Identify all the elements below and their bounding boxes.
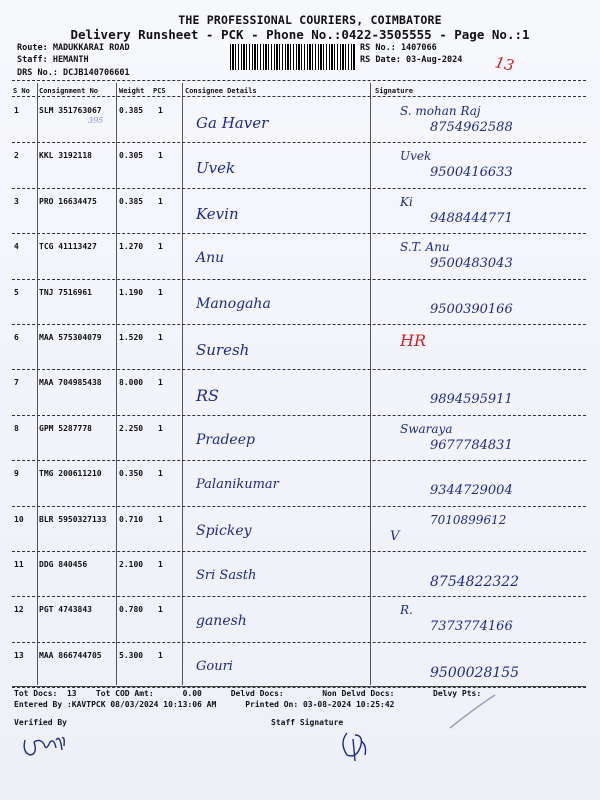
row-divider (12, 460, 586, 461)
row-signature-phone: V (390, 528, 400, 544)
row-consignment: MAA 575304079 (39, 333, 102, 342)
row-divider (12, 551, 586, 552)
header-divider (12, 80, 586, 81)
row-sno: 3 (14, 196, 19, 206)
row-weight: 0.710 (119, 514, 144, 524)
row-signature-phone: 9500416633 (430, 165, 513, 181)
row-signature-phone: 7373774166 (430, 619, 513, 635)
rs-date: RS Date: 03-Aug-2024 (360, 55, 463, 65)
row-consignment: TCG 41113427 (39, 242, 97, 252)
row-note: 395 (88, 116, 104, 125)
col-line (182, 83, 183, 685)
row-weight: 2.100 (119, 560, 144, 569)
company-title: THE PROFESSIONAL COURIERS, COIMBATORE (178, 13, 442, 27)
row-signature-phone: 9894595911 (430, 392, 513, 408)
staff-signature-label: Staff Signature (271, 718, 344, 727)
row-consignee-handwritten: Uvek (196, 159, 236, 178)
row-consignee-handwritten: Spickey (196, 522, 252, 539)
row-signature-name: R. (400, 603, 413, 618)
row-signature-name: Ki (400, 194, 413, 209)
row-sno: 6 (14, 333, 19, 342)
handwritten-mark: 13 (493, 53, 516, 75)
row-weight: 0.780 (119, 605, 144, 615)
row-divider (12, 142, 586, 143)
runsheet-subtitle: Delivery Runsheet - PCK - Phone No.:0422-3505555 - Page No.:1 (70, 27, 530, 42)
col-weight: Weight (119, 87, 145, 95)
row-pcs: 1 (158, 650, 163, 660)
rs-number: RS No.: 1407066 (360, 43, 437, 53)
row-sno: 5 (14, 287, 19, 297)
row-consignment: MAA 866744705 (39, 650, 102, 660)
row-sno: 13 (14, 650, 24, 660)
row-weight: 1.520 (119, 333, 144, 342)
row-sno: 8 (14, 423, 19, 433)
route-label: Route: MADUKKARAI ROAD (17, 43, 130, 53)
col-line (116, 83, 117, 685)
row-sno: 10 (14, 514, 24, 524)
row-pcs: 1 (158, 287, 163, 297)
row-signature-phone: 9488444771 (430, 210, 513, 226)
row-signature-name: S.T. Anu (400, 240, 450, 255)
row-consignee-handwritten: Palanikumar (196, 477, 279, 493)
row-signature-phone: 8754822322 (430, 574, 520, 590)
row-pcs: 1 (158, 151, 163, 161)
row-weight: 1.270 (119, 242, 144, 252)
row-sno: 9 (14, 469, 19, 479)
row-divider (12, 506, 586, 507)
row-divider (12, 324, 586, 325)
row-consignment: BLR 5950327133 (39, 514, 107, 524)
row-sno: 4 (14, 242, 19, 252)
row-signature-name: S. mohan Raj (400, 104, 481, 118)
footer-divider (12, 686, 586, 687)
row-pcs: 1 (158, 378, 163, 388)
row-weight: 2.250 (119, 423, 144, 433)
col-line (37, 83, 38, 685)
row-consignment: KKL 3192118 (39, 151, 92, 161)
col-sno: S No (13, 87, 30, 95)
row-pcs: 1 (158, 423, 163, 433)
row-divider (12, 415, 586, 416)
row-consignment: MAA 704985438 (39, 378, 102, 388)
row-consignment: PRO 16634475 (39, 196, 97, 206)
row-sno: 11 (14, 560, 24, 569)
row-pcs: 1 (158, 605, 163, 615)
row-consignment: TMG 200611210 (39, 469, 102, 479)
row-weight: 5.300 (119, 650, 144, 660)
row-consignee-handwritten: Sri Sasth (196, 568, 257, 583)
row-consignee-handwritten: Gouri (196, 658, 233, 674)
row-consignment: SLM 351763067 (39, 106, 102, 115)
row-divider (12, 188, 586, 189)
col-pcs: PCS (153, 87, 166, 95)
col-consignment: Consignment No (39, 87, 99, 95)
row-signature-phone: 9677784831 (430, 437, 513, 453)
verifier-signature (20, 730, 80, 760)
row-pcs: 1 (158, 333, 163, 342)
row-signature-name: Uvek (400, 149, 432, 164)
row-consignee-handwritten: Kevin (196, 204, 239, 223)
row-consignee-handwritten: Pradeep (196, 431, 255, 448)
entered-line: Entered By :KAVTPCK 08/03/2024 10:13:06 AM Printed On: 03-08-2024 10:25:42 (14, 700, 395, 709)
row-consignment: PGT 4743843 (39, 605, 92, 615)
verified-by-label: Verified By (14, 718, 67, 727)
barcode (230, 44, 356, 70)
row-consignee-handwritten: Suresh (196, 341, 250, 359)
row-pcs: 1 (158, 106, 163, 115)
row-signature-phone: 9500390166 (430, 301, 513, 317)
row-divider (12, 642, 586, 643)
row-weight: 8.000 (119, 378, 144, 388)
row-pcs: 1 (158, 196, 163, 206)
drs-number: DRS No.: DCJB140706601 (17, 68, 130, 78)
row-pcs: 1 (158, 242, 163, 252)
row-consignee-handwritten: ganesh (196, 613, 247, 630)
row-signature-phone: 9500028155 (430, 664, 520, 681)
row-signature-phone: 8754962588 (430, 120, 513, 135)
row-divider (12, 233, 586, 234)
row-divider (12, 279, 586, 280)
totals-line: Tot Docs: 13 Tot COD Amt: 0.00 Delvd Docs: Non Delvd Docs: Delvy Pts: (14, 689, 482, 698)
row-weight: 0.350 (119, 469, 144, 479)
row-pcs: 1 (158, 469, 163, 479)
row-consignee-handwritten: RS (196, 386, 220, 406)
pen-stroke (430, 690, 500, 730)
row-weight: 0.305 (119, 151, 144, 161)
staff-label: Staff: HEMANTH (17, 55, 89, 65)
row-consignee-handwritten: Ga Haver (196, 114, 269, 132)
row-consignment: TNJ 7516961 (39, 287, 92, 297)
row-signature-name: Swaraya (400, 421, 453, 436)
col-line (370, 83, 371, 685)
row-consignment: DDG 840456 (39, 560, 88, 569)
column-divider (12, 96, 586, 97)
row-pcs: 1 (158, 514, 163, 524)
row-weight: 0.385 (119, 106, 144, 115)
row-sno: 2 (14, 151, 19, 161)
row-sno: 1 (14, 106, 19, 115)
row-divider (12, 596, 586, 597)
col-signature: Signature (375, 87, 413, 95)
row-sno: 7 (14, 378, 19, 388)
row-sno: 12 (14, 605, 24, 615)
row-weight: 1.190 (119, 287, 144, 297)
row-consignee-handwritten: Manogaha (196, 295, 271, 312)
col-consignee: Consignee Details (185, 87, 257, 95)
row-consignee-handwritten: Anu (196, 250, 225, 267)
row-signature-name: HR (400, 331, 426, 350)
row-consignment: GPM 5287778 (39, 423, 92, 433)
row-signature-phone: 9344729004 (430, 483, 513, 499)
staff-signature (335, 725, 375, 765)
row-pcs: 1 (158, 560, 163, 569)
row-signature-phone: 9500483043 (430, 256, 513, 272)
row-signature-name: 7010899612 (430, 512, 507, 527)
row-divider (12, 369, 586, 370)
row-weight: 0.385 (119, 196, 144, 206)
